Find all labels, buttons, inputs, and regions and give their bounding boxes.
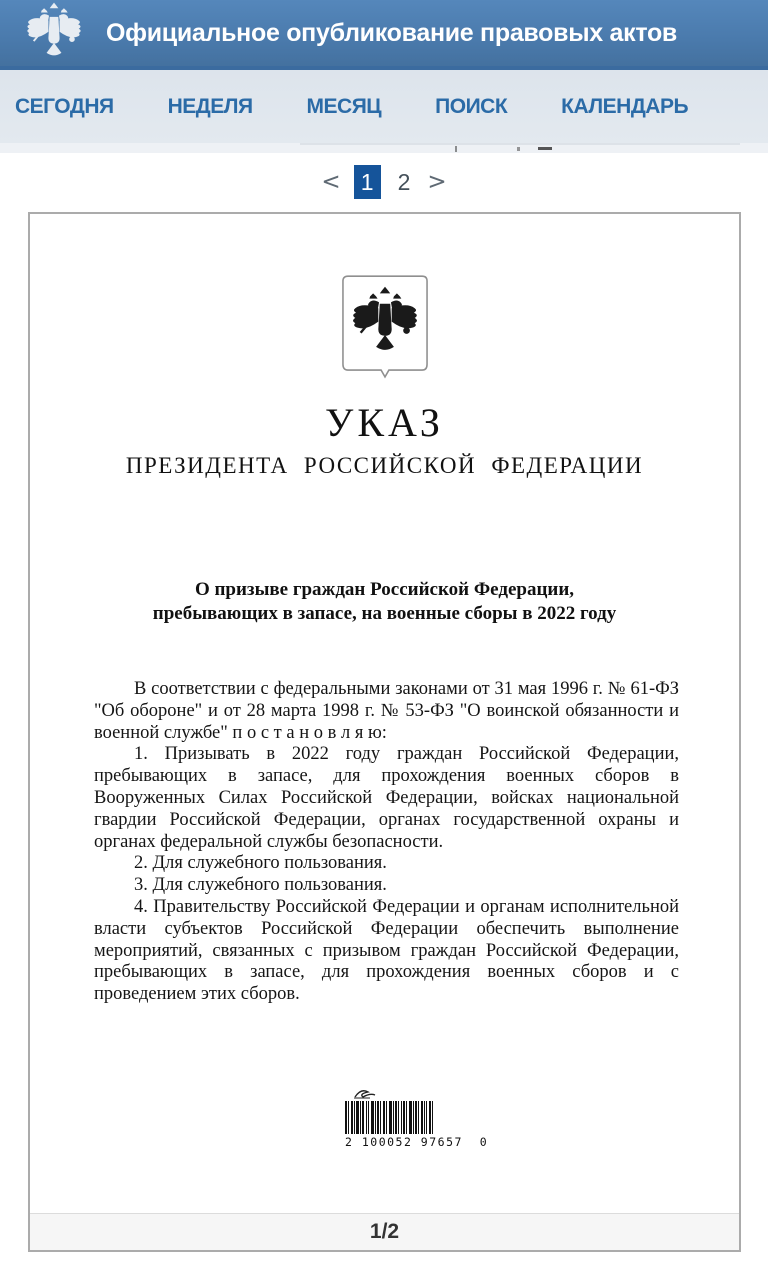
page-button-1[interactable]: 1 [354, 165, 381, 199]
decree-title [30, 578, 739, 626]
decree-title-line: пребывающих в запасе, на военные сборы в 2022 году [152, 603, 617, 624]
decree-paragraph: 3. Для служебного пользования. [134, 875, 387, 896]
nav-item-week[interactable]: НЕДЕЛЯ [167, 94, 253, 118]
nav-item-month[interactable]: МЕСЯЦ [306, 94, 382, 118]
decree-title-line: О призыве граждан Российской Федерации, [194, 579, 575, 600]
decree-paragraph: 2. Для служебного пользования. [134, 853, 387, 874]
page-button-2[interactable]: 2 [397, 168, 411, 195]
nav-item-calendar[interactable]: КАЛЕНДАРЬ [561, 94, 689, 118]
clipped-row-fragment [455, 146, 457, 152]
clipped-content-row [0, 143, 768, 153]
clipped-row-fragment [517, 147, 520, 151]
next-page-button[interactable]: > [427, 169, 447, 195]
signature-mark-icon [353, 1087, 379, 1100]
decree-paragraph: 4. Правительству Российской Федерации и органам исполнительной власти субъектов Российской Федерации обеспечить выполнение мероприятий, связанных с призывом граждан Российской Федерации, пребывающих в запасе, для прохождения военных сборов и с проведением этих сборов. [94, 896, 679, 1005]
nav-item-today[interactable]: СЕГОДНЯ [15, 94, 114, 118]
page-indicator: 1/2 [30, 1213, 739, 1250]
clipped-row-fragment [300, 143, 740, 145]
decree-type-heading: УКАЗ [325, 400, 444, 445]
clipped-row-fragment [538, 147, 552, 150]
decree-paragraph: 1. Призывать в 2022 году граждан Российской Федерации, пребывающих в запасе, для прохождения военных сборов в Вооруженных Силах Российской Федерации, войсках национальной гвардии Российской Федерации, органах государственной охраны и органах федеральной службы безопасности. [94, 744, 679, 852]
barcode-block [345, 1087, 489, 1149]
app-header [0, 0, 768, 70]
document-card[interactable] [28, 212, 741, 1252]
decree-paragraph: В соответствии с федеральными законами от 31 мая 1996 г. № 61-ФЗ "Об обороне" и от 28 марта 1998 г. № 53-ФЗ "О воинской обязанности и военной службе" п о с т а н о в л я ю: [94, 679, 679, 743]
barcode-icon [345, 1101, 433, 1134]
pagination [0, 163, 768, 201]
nav-item-search[interactable]: ПОИСК [435, 94, 508, 118]
decree-body [94, 679, 679, 1006]
site-title: Официальное опубликование правовых актов [106, 18, 677, 47]
barcode-digits: 2 100052 97657 0 [345, 1135, 489, 1149]
coat-of-arms-icon[interactable] [22, 2, 86, 64]
decree-coat-of-arms-icon [341, 274, 429, 384]
prev-page-button[interactable]: < [321, 169, 341, 195]
main-nav [0, 70, 768, 143]
document-page-image [30, 214, 739, 1216]
decree-issuer-heading: ПРЕЗИДЕНТА РОССИЙСКОЙ ФЕДЕРАЦИИ [125, 453, 644, 478]
